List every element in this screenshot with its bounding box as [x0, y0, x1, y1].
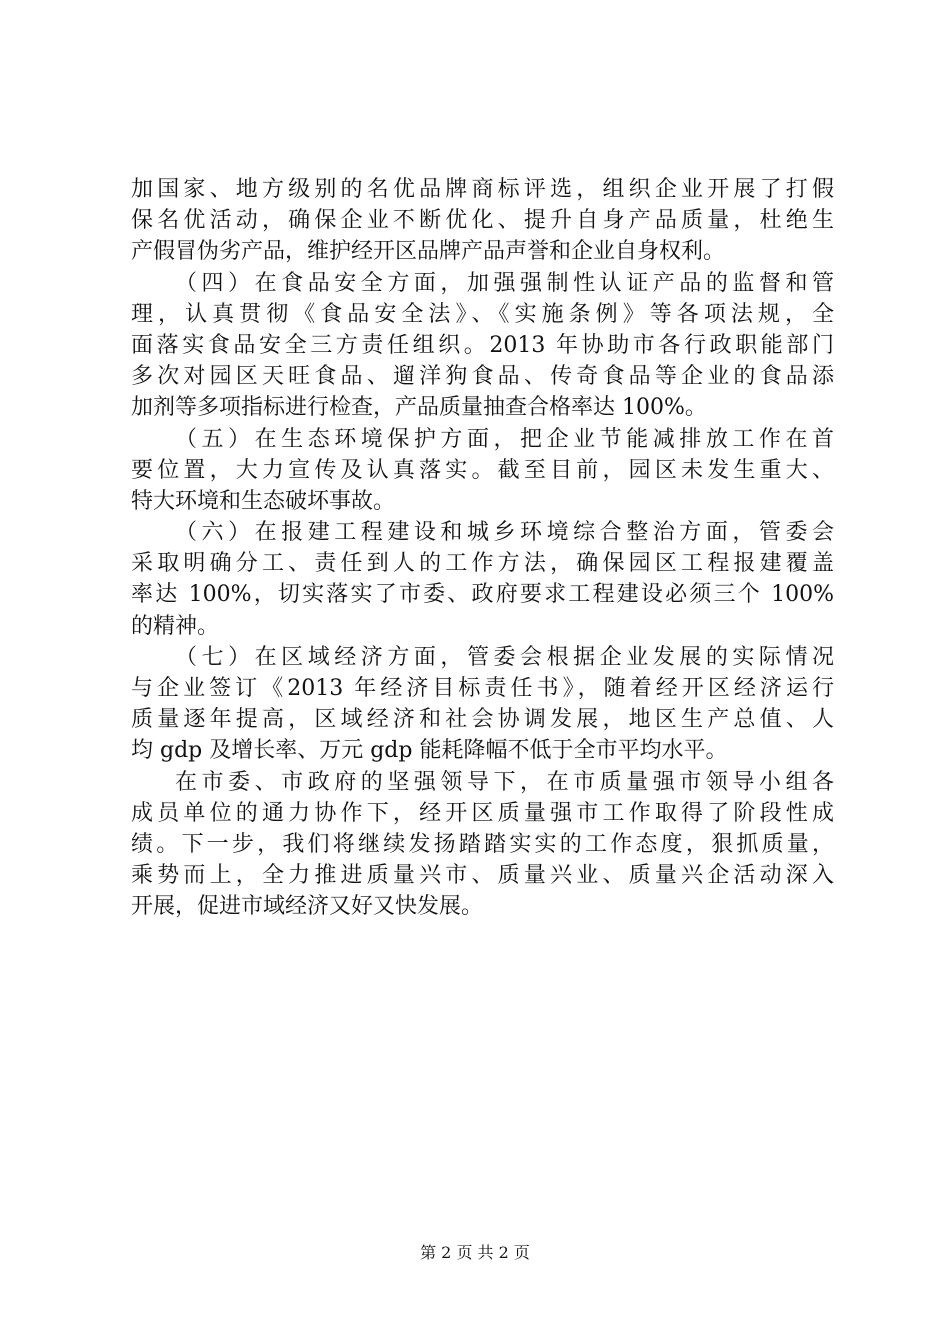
text-line: 开展，促进市域经济又好又快发展。: [131, 894, 484, 920]
text-line: （五）在生态环境保护方面，把企业节能减排放工作在首: [175, 426, 834, 452]
text-line: 均 gdp 及增长率、万元 gdp 能耗降幅不低于全市平均水平。: [131, 738, 728, 764]
paragraph-construction: [131, 517, 834, 642]
text-line: 面落实食品安全三方责任组织。2013 年协助市各行政职能部门: [131, 332, 834, 358]
paragraph-conclusion: [131, 767, 834, 923]
text-line: 加国家、地方级别的名优品牌商标评选，组织企业开展了打假: [131, 177, 834, 202]
text-line: （四）在食品安全方面，加强强制性认证产品的监督和管: [175, 270, 834, 296]
text-line: 的精神。: [131, 613, 220, 639]
paragraph-regional-economy: [131, 642, 834, 767]
text-line: 质量逐年提高，区域经济和社会协调发展，地区生产总值、人: [131, 707, 834, 733]
text-line: 多次对园区天旺食品、遛洋狗食品、传奇食品等企业的食品添: [131, 364, 834, 390]
text-line: 加剂等多项指标进行检查，产品质量抽查合格率达 100%。: [131, 395, 707, 421]
text-line: 成员单位的通力协作下，经开区质量强市工作取得了阶段性成: [131, 800, 834, 826]
text-line: 绩。下一步，我们将继续发扬踏踏实实的工作态度，狠抓质量，: [131, 831, 834, 857]
text-line: （六）在报建工程建设和城乡环境综合整治方面，管委会: [175, 520, 834, 546]
paragraph-food-safety: [131, 268, 834, 424]
paragraph-brand-protection: [131, 174, 834, 268]
text-line: 要位置，大力宣传及认真落实。截至目前，园区未发生重大、: [131, 457, 834, 483]
text-line: 与企业签订《2013 年经济目标责任书》，随着经开区经济运行: [131, 676, 834, 701]
paragraph-ecology: [131, 424, 834, 518]
text-line: 理，认真贯彻《食品安全法》、《实施条例》等各项法规，全: [131, 301, 834, 327]
text-line: 乘势而上，全力推进质量兴市、质量兴业、质量兴企活动深入: [131, 863, 834, 889]
text-line: 率达 100%，切实落实了市委、政府要求工程建设必须三个 100%: [131, 582, 834, 608]
text-line: 特大环境和生态破坏事故。: [131, 488, 396, 514]
text-line: 采取明确分工、责任到人的工作方法，确保园区工程报建覆盖: [131, 551, 834, 577]
text-line: 产假冒伪劣产品，维护经开区品牌产品声誉和企业自身权利。: [131, 239, 726, 265]
document-body: [131, 174, 834, 923]
text-line: 保名优活动，确保企业不断优化、提升自身产品质量，杜绝生: [131, 208, 834, 234]
text-line: 在市委、市政府的坚强领导下，在市质量强市领导小组各: [175, 769, 834, 795]
text-line: （七）在区域经济方面，管委会根据企业发展的实际情况: [175, 644, 834, 670]
page-number: 第 2 页 共 2 页: [420, 1243, 530, 1262]
